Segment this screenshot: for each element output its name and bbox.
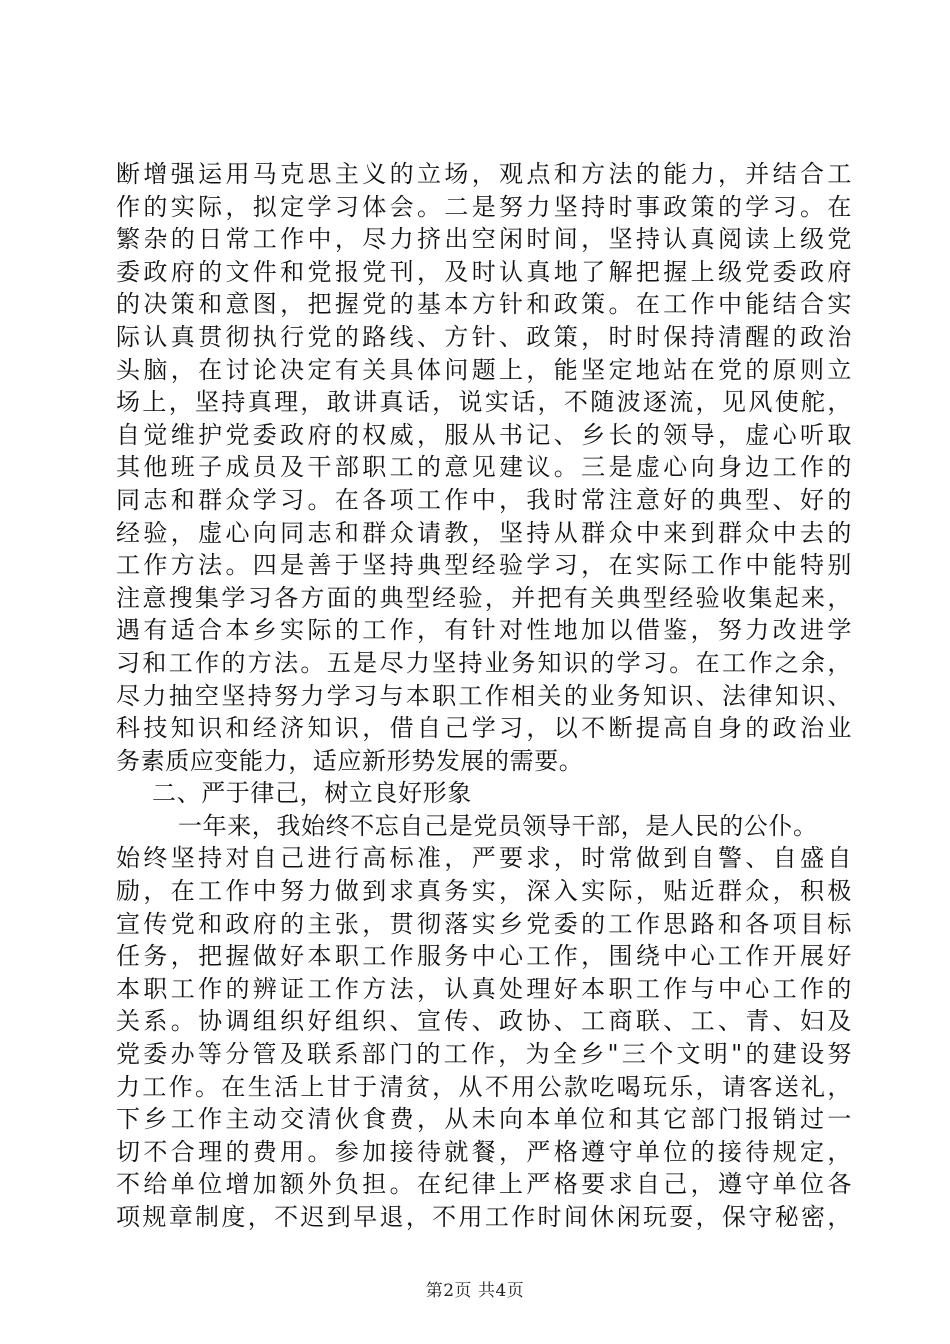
text-line: 其他班子成员及干部职工的意见建议。三是虚心向身边工作的 <box>116 453 852 482</box>
text-line: 际认真贯彻执行党的路线、方针、政策，时时保持清醒的政治 <box>116 322 852 351</box>
text-line: 作的实际，拟定学习体会。二是努力坚持时事政策的学习。在 <box>116 192 852 221</box>
text-line: 自觉维护党委政府的权威，服从书记、乡长的领导，虚心听取 <box>116 420 852 449</box>
page-number-footer: 第2页 共4页 <box>425 1281 525 1301</box>
text-line: 励，在工作中努力做到求真务实，深入实际，贴近群众，积极 <box>116 877 852 906</box>
text-line: 宣传党和政府的主张，贯彻落实乡党委的工作思路和各项目标 <box>116 909 852 938</box>
text-line: 注意搜集学习各方面的典型经验，并把有关典型经验收集起来， <box>116 583 852 612</box>
text-line: 委政府的文件和党报党刊，及时认真地了解把握上级党委政府 <box>116 257 852 286</box>
text-line: 的决策和意图，把握党的基本方针和政策。在工作中能结合实 <box>116 290 852 319</box>
text-line: 务素质应变能力，适应新形势发展的需要。 <box>116 746 584 775</box>
text-line: 头脑，在讨论决定有关具体问题上，能坚定地站在党的原则立 <box>116 355 852 384</box>
text-line: 力工作。在生活上甘于清贫，从不用公款吃喝玩乐，请客送礼， <box>116 1072 852 1101</box>
text-line: 同志和群众学习。在各项工作中，我时常注意好的典型、好的 <box>116 485 852 514</box>
text-line: 党委办等分管及联系部门的工作，为全乡"三个文明"的建设努 <box>116 1040 852 1069</box>
document-body <box>116 158 852 1234</box>
text-line: 始终坚持对自己进行高标准，严要求，时常做到自警、自盛自 <box>116 844 852 873</box>
text-line: 经验，虚心向同志和群众请教，坚持从群众中来到群众中去的 <box>116 518 852 547</box>
text-line: 任务，把握做好本职工作服务中心工作，围绕中心工作开展好 <box>116 942 852 971</box>
text-line: 项规章制度，不迟到早退，不用工作时间休闲玩耍，保守秘密， <box>116 1203 852 1231</box>
text-line: 繁杂的日常工作中，尽力挤出空闲时间，坚持认真阅读上级党 <box>116 225 852 254</box>
text-line: 不给单位增加额外负担。在纪律上严格要求自己，遵守单位各 <box>116 1170 852 1199</box>
text-line: 关系。协调组织好组织、宣传、政协、工商联、工、青、妇及 <box>116 1007 852 1036</box>
paragraph-first-line: 一年来，我始终不忘自己是党员领导干部，是人民的公仆。 <box>178 811 818 840</box>
text-line: 尽力抽空坚持努力学习与本职工作相关的业务知识、法律知识、 <box>116 681 852 710</box>
text-line: 场上，坚持真理，敢讲真话，说实话，不随波逐流，见风使舵， <box>116 388 852 417</box>
text-line: 切不合理的费用。参加接待就餐，严格遵守单位的接待规定， <box>116 1137 852 1166</box>
text-line: 科技知识和经济知识，借自己学习，以不断提高自身的政治业 <box>116 714 852 743</box>
text-line: 本职工作的辨证工作方法，认真处理好本职工作与中心工作的 <box>116 974 852 1003</box>
text-line: 工作方法。四是善于坚持典型经验学习，在实际工作中能特别 <box>116 551 852 580</box>
text-line: 断增强运用马克思主义的立场，观点和方法的能力，并结合工 <box>116 160 852 188</box>
text-line: 遇有适合本乡实际的工作，有针对性地加以借鉴，努力改进学 <box>116 616 852 645</box>
text-line: 习和工作的方法。五是尽力坚持业务知识的学习。在工作之余， <box>116 648 852 677</box>
text-line: 下乡工作主动交清伙食费，从未向本单位和其它部门报销过一 <box>116 1105 852 1134</box>
section-heading: 二、严于律己，树立良好形象 <box>152 779 472 808</box>
